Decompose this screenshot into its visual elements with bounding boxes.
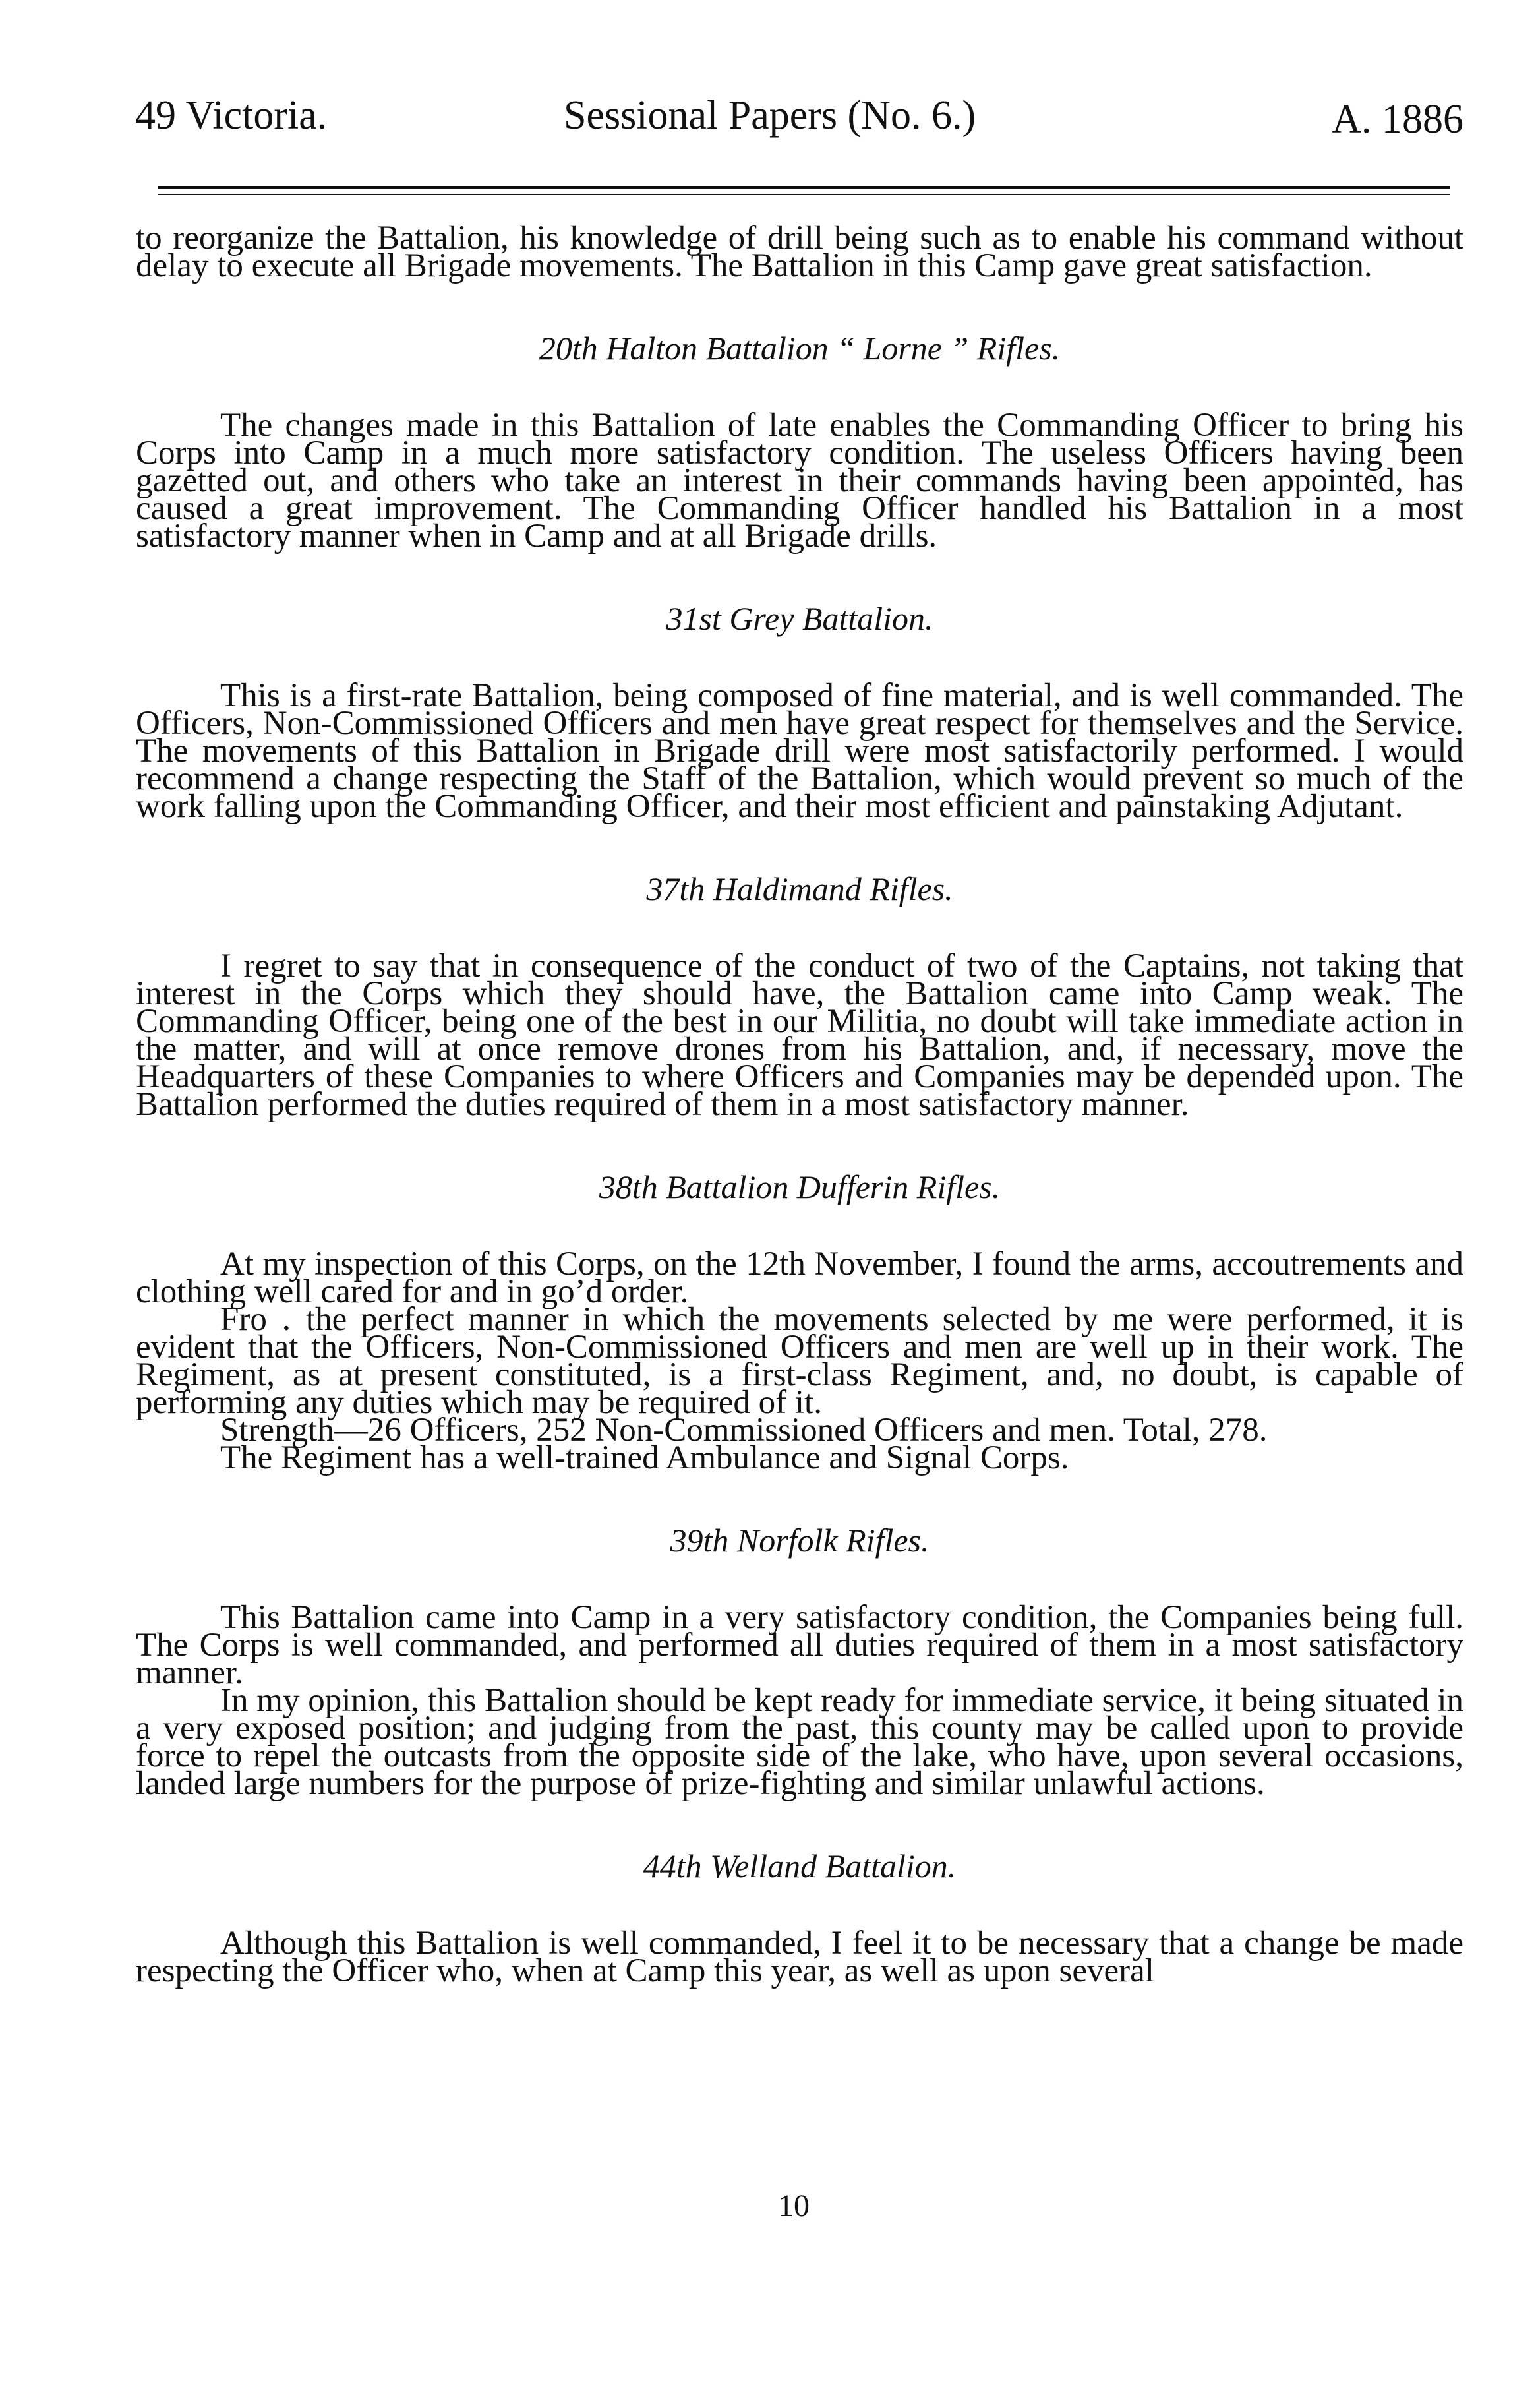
paragraph: This is a first-rate Battalion, being composed of fine material, and is well commanded. The Officers, Non-Commissioned Officers and men have great respect for themselves and the Service. The movements of this Battalion in Brigade drill were most satisfactorily performed. I would recommend a change respecting the Staff of the Battalion, which would prevent so much of the work falling upon the Commanding Officer, and their most efficient and painstaking Adjutant.	[136, 677, 1463, 825]
paragraph: Fro ․ the perfect manner in which the movements selected by me were performed, it is evident that the Officers, Non-Commissioned Officers and men are well up in their work. The Regiment, as at present constituted, is a first-class Regiment, and, no doubt, is capable of performing any duties which may be required of it.	[136, 1301, 1463, 1421]
page-number: 10	[778, 2188, 810, 2223]
section-heading: 39th Norfolk Rifles.	[670, 1522, 930, 1559]
paragraph: Strength—26 Officers, 252 Non-Commissioned Officers and men. Total, 278.	[220, 1412, 1268, 1449]
section-heading: 20th Halton Battalion “ Lorne ” Rifles.	[539, 330, 1061, 367]
section-heading: 44th Welland Battalion.	[643, 1848, 957, 1884]
header-year: A. 1886	[1332, 97, 1463, 142]
paragraph: In my opinion, this Battalion should be kept ready for immediate service, it being situated in a very exposed position; and judging from the past, this county may be called upon to provide force to repel the outcasts from the opposite side of the lake, who have, upon several occasions, landed large numbers for the purpose of prize-fighting and similar unlawful actions.	[136, 1682, 1463, 1802]
paragraph: At my inspection of this Corps, on the 12th November, I found the arms, accoutrements and clothing well cared for and in go’d order.	[136, 1246, 1463, 1310]
page-header	[135, 92, 1463, 145]
section-heading: 37th Haldimand Rifles.	[646, 870, 953, 907]
paragraph: This Battalion came into Camp in a very satisfactory condition, the Companies being full. The Corps is well commanded, and performed all duties required of them in a most satisfactory manner.	[136, 1599, 1463, 1691]
paragraph: Although this Battalion is well commanded, I feel it to be necessary that a change be made respecting the Officer who, when at Camp this year, as well as upon several	[136, 1925, 1463, 1989]
header-volume: 49 Victoria.	[135, 93, 328, 138]
section-heading: 38th Battalion Dufferin Rifles.	[599, 1168, 1001, 1205]
header-rule-thin	[158, 194, 1450, 195]
header-rule-thick	[158, 186, 1450, 189]
section-heading: 31st Grey Battalion.	[666, 600, 933, 637]
header-series: Sessional Papers (No. 6.)	[564, 93, 976, 138]
paragraph: to reorganize the Battalion, his knowledge of drill being such as to enable his command without delay to execute all Brigade movements. The Battalion in this Camp gave great satisfaction.	[136, 220, 1463, 284]
paragraph: I regret to say that in consequence of the conduct of two of the Captains, not taking that interest in the Corps which they should have, the Battalion came into Camp weak. The Commanding Officer, being one of the best in our Militia, no doubt will take immediate action in the matter, and will at once remove drones from his Battalion, and, if necessary, move the Headquarters of these Companies to where Officers and Companies may be depended upon. The Battalion performed the duties required of them in a most satisfactory manner.	[136, 948, 1463, 1123]
paragraph: The changes made in this Battalion of late enables the Commanding Officer to bring his Corps into Camp in a much more satisfactory condition. The useless Officers having been gazetted out, and others who take an interest in their commands having been appointed, has caused a great improvement. The Commanding Officer handled his Battalion in a most satisfactory manner when in Camp and at all Brigade drills.	[136, 407, 1463, 555]
body-text	[136, 220, 1463, 1989]
paragraph: The Regiment has a well-trained Ambulance and Signal Corps.	[220, 1439, 1069, 1476]
